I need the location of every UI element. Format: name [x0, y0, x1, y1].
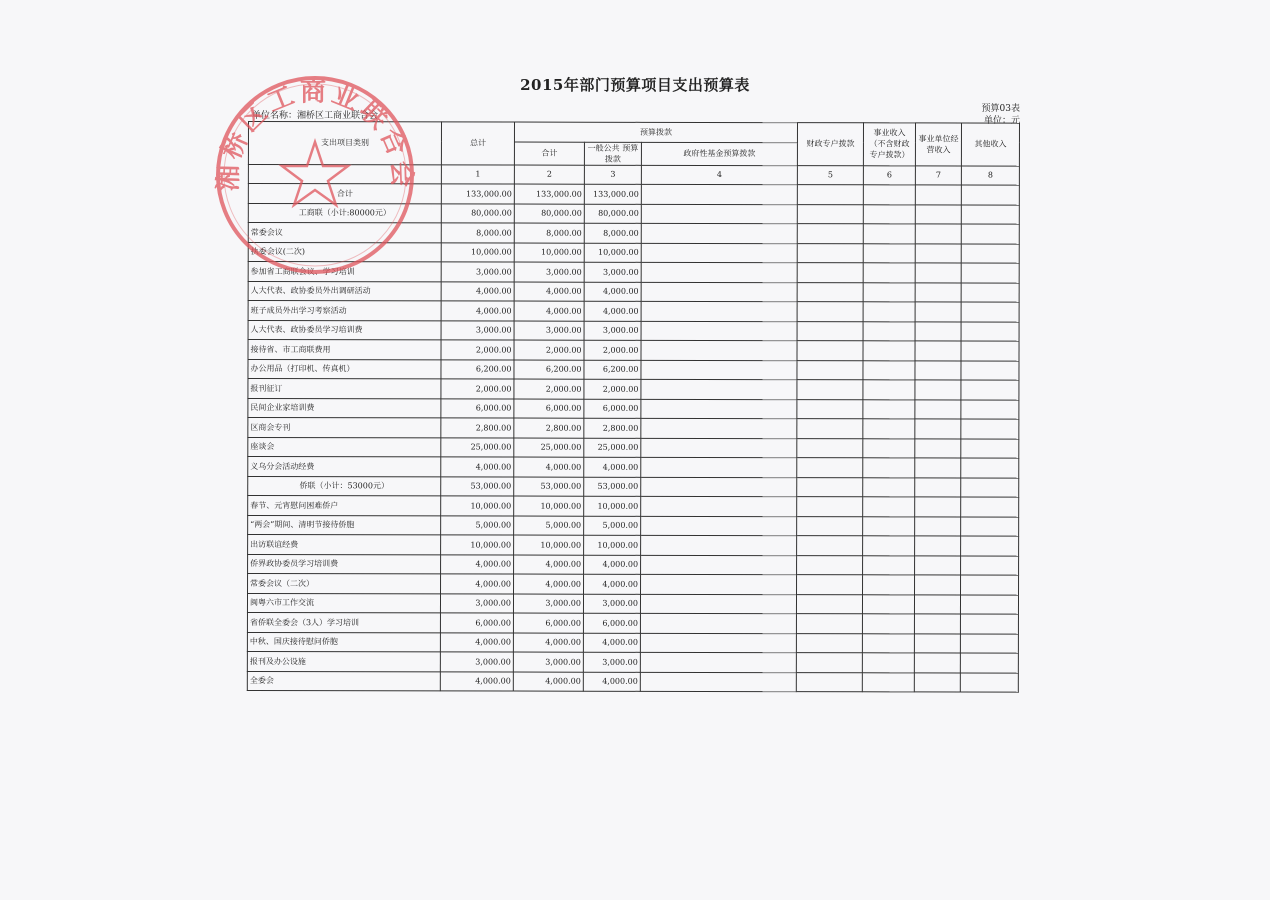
row-business-income-value [862, 672, 914, 692]
table-row [248, 535, 1019, 556]
row-business-income-value [863, 555, 915, 575]
header-business-income: 事业收入（不含财政专户拨款） [863, 123, 915, 166]
row-gov-fund-value [641, 418, 797, 438]
row-fiscal-special-value [797, 555, 863, 575]
row-category-name: 常委会议 [248, 223, 441, 243]
row-total-value: 6,200.00 [441, 359, 514, 379]
row-gov-fund-value [640, 672, 796, 692]
row-business-income-value [863, 185, 915, 205]
table-row [248, 223, 1019, 244]
row-business-income-value [863, 536, 915, 556]
row-general-public-value: 4,000.00 [583, 633, 640, 653]
column-number: 4 [641, 165, 797, 185]
header-other: 其他收入 [961, 123, 1019, 166]
row-category-name: 出访联谊经费 [248, 535, 441, 555]
row-general-public-value: 4,000.00 [584, 574, 641, 594]
table-row [247, 651, 1018, 672]
row-total-value: 4,000.00 [441, 281, 514, 301]
table-header [248, 122, 1019, 186]
row-business-operating-value [915, 419, 961, 439]
row-fiscal-special-value [797, 321, 863, 341]
row-gov-fund-value [641, 379, 797, 399]
row-business-operating-value [915, 438, 961, 458]
row-business-income-value [863, 243, 915, 263]
row-fiscal-special-value [797, 516, 863, 536]
row-subtotal-value: 2,000.00 [514, 379, 584, 399]
row-category-name: 人大代表、政协委员学习培训费 [248, 320, 441, 340]
row-business-income-value [862, 633, 914, 653]
row-category-name: 接待省、市工商联费用 [248, 340, 441, 360]
column-number: 5 [797, 165, 863, 185]
row-other-income-value [960, 594, 1018, 614]
row-total-value: 4,000.00 [440, 671, 513, 691]
column-number-blank [248, 164, 441, 184]
row-general-public-value: 6,200.00 [584, 360, 641, 380]
row-other-income-value [961, 458, 1019, 478]
row-business-operating-value [914, 594, 960, 614]
row-category-name: 民间企业家培训费 [248, 398, 441, 418]
row-gov-fund-value [641, 438, 797, 458]
table-row [248, 437, 1019, 458]
row-other-income-value [961, 321, 1019, 341]
row-business-operating-value [915, 321, 961, 341]
header-business-operating: 事业单位经营收入 [915, 123, 961, 166]
row-general-public-value: 10,000.00 [584, 496, 641, 516]
row-general-public-value: 2,800.00 [584, 418, 641, 438]
row-fiscal-special-value [796, 672, 862, 692]
row-fiscal-special-value [797, 497, 863, 517]
row-fiscal-special-value [796, 594, 862, 614]
row-category-name: 合计 [248, 184, 441, 204]
row-general-public-value: 3,000.00 [583, 652, 640, 672]
table-row [247, 671, 1018, 692]
row-total-value: 80,000.00 [441, 203, 514, 223]
row-fiscal-special-value [796, 653, 862, 673]
row-fiscal-special-value [797, 477, 863, 497]
row-general-public-value: 53,000.00 [584, 477, 641, 497]
header-subtotal: 合计 [514, 142, 584, 165]
row-business-operating-value [915, 224, 961, 244]
row-total-value: 3,000.00 [440, 652, 513, 672]
row-fiscal-special-value [797, 224, 863, 244]
row-other-income-value [961, 302, 1019, 322]
row-fiscal-special-value [797, 243, 863, 263]
row-other-income-value [961, 399, 1019, 419]
row-business-income-value [863, 438, 915, 458]
row-business-operating-value [914, 633, 960, 653]
row-category-name: 人大代表、政协委员外出调研活动 [248, 281, 441, 301]
row-other-income-value [961, 380, 1019, 400]
row-business-operating-value [915, 497, 961, 517]
row-fiscal-special-value [797, 419, 863, 439]
form-number: 预算03表 [981, 104, 1020, 114]
column-number: 7 [915, 165, 961, 185]
row-gov-fund-value [641, 457, 797, 477]
row-other-income-value [960, 653, 1018, 673]
row-subtotal-value: 4,000.00 [513, 633, 583, 653]
row-category-name: 常委会议（二次） [248, 574, 441, 594]
row-subtotal-value: 4,000.00 [514, 457, 584, 477]
row-business-income-value [862, 653, 914, 673]
row-business-income-value [863, 282, 915, 302]
row-subtotal-value: 2,000.00 [514, 340, 584, 360]
row-gov-fund-value [641, 399, 797, 419]
table-row [247, 612, 1018, 633]
row-business-income-value [863, 204, 915, 224]
row-general-public-value: 4,000.00 [583, 672, 640, 692]
table-row [247, 632, 1018, 653]
row-business-operating-value [915, 263, 961, 283]
table-row [248, 398, 1019, 419]
row-total-value: 133,000.00 [441, 184, 514, 204]
row-gov-fund-value [641, 282, 797, 302]
row-other-income-value [961, 360, 1019, 380]
row-fiscal-special-value [797, 438, 863, 458]
row-general-public-value: 6,000.00 [584, 399, 641, 419]
row-subtotal-value: 4,000.00 [514, 555, 584, 575]
seal-text: 湘桥区工商业联合会 [213, 77, 417, 192]
column-number: 6 [863, 165, 915, 185]
table-body [247, 184, 1019, 693]
row-business-income-value [863, 575, 915, 595]
row-business-operating-value [915, 458, 961, 478]
row-gov-fund-value [641, 204, 797, 224]
row-other-income-value [961, 282, 1019, 302]
header-total: 总计 [441, 122, 514, 165]
row-business-income-value [863, 360, 915, 380]
row-fiscal-special-value [797, 536, 863, 556]
row-total-value: 4,000.00 [441, 301, 514, 321]
row-other-income-value [961, 555, 1019, 575]
table-row [248, 554, 1019, 575]
row-business-operating-value [915, 536, 961, 556]
row-subtotal-value: 6,000.00 [514, 399, 584, 419]
table-row [248, 281, 1019, 302]
row-total-value: 3,000.00 [441, 262, 514, 282]
row-gov-fund-value [641, 555, 797, 575]
row-fiscal-special-value [797, 575, 863, 595]
row-business-income-value [863, 516, 915, 536]
row-fiscal-special-value [797, 204, 863, 224]
row-total-value: 2,000.00 [441, 340, 514, 360]
row-business-income-value [862, 614, 914, 634]
row-business-operating-value [914, 672, 960, 692]
row-category-name: “两会”期间、清明节接待侨胞 [248, 515, 441, 535]
row-other-income-value [961, 419, 1019, 439]
row-other-income-value [961, 263, 1019, 283]
row-category-name: 座谈会 [248, 437, 441, 457]
organization-name: 单位名称：湘桥区工商业联合会 [252, 111, 379, 121]
row-fiscal-special-value [797, 341, 863, 361]
row-business-income-value [863, 399, 915, 419]
row-general-public-value: 3,000.00 [584, 262, 641, 282]
row-gov-fund-value [640, 594, 796, 614]
row-business-operating-value [915, 380, 961, 400]
row-category-name: 区商会专刊 [248, 418, 441, 438]
row-total-value: 4,000.00 [441, 554, 514, 574]
row-gov-fund-value [641, 574, 797, 594]
row-business-operating-value [915, 302, 961, 322]
row-total-value: 2,000.00 [441, 379, 514, 399]
row-total-value: 6,000.00 [440, 613, 513, 633]
row-other-income-value [960, 672, 1018, 692]
row-business-operating-value [915, 282, 961, 302]
row-category-name: 办公用品（打印机、传真机） [248, 359, 441, 379]
row-gov-fund-value [641, 301, 797, 321]
row-fiscal-special-value [796, 633, 862, 653]
table-row [248, 379, 1019, 400]
header-budget-group: 预算拨款 [514, 122, 797, 142]
row-category-name: 报刊及办公设施 [247, 651, 440, 671]
row-business-operating-value [915, 516, 961, 536]
row-business-income-value [862, 594, 914, 614]
row-category-name: 工商联（小计:80000元） [248, 203, 441, 223]
row-subtotal-value: 80,000.00 [514, 204, 584, 224]
row-other-income-value [961, 575, 1019, 595]
row-subtotal-value: 53,000.00 [514, 477, 584, 497]
row-gov-fund-value [641, 360, 797, 380]
row-category-name: 参加省工商联会议、学习培训 [248, 262, 441, 282]
row-category-name: 春节、元宵慰问困难侨户 [248, 496, 441, 516]
row-total-value: 6,000.00 [441, 398, 514, 418]
row-subtotal-value: 5,000.00 [514, 516, 584, 536]
row-general-public-value: 2,000.00 [584, 340, 641, 360]
row-gov-fund-value [641, 184, 797, 204]
table-row [247, 593, 1018, 614]
row-general-public-value: 10,000.00 [584, 243, 641, 263]
row-category-name: 中秋、国庆接待慰问侨胞 [247, 632, 440, 652]
row-fiscal-special-value [797, 360, 863, 380]
row-other-income-value [960, 614, 1018, 634]
row-gov-fund-value [640, 633, 796, 653]
row-subtotal-value: 6,000.00 [513, 613, 583, 633]
row-general-public-value: 133,000.00 [584, 184, 641, 204]
column-number: 1 [441, 164, 514, 184]
row-total-value: 4,000.00 [441, 457, 514, 477]
table-row [248, 515, 1019, 536]
column-number: 2 [514, 165, 584, 185]
row-subtotal-value: 25,000.00 [514, 438, 584, 458]
row-subtotal-value: 133,000.00 [514, 184, 584, 204]
row-category-name: 省侨联全委会（3人）学习培训 [247, 612, 440, 632]
row-total-value: 2,800.00 [441, 418, 514, 438]
row-subtotal-value: 3,000.00 [514, 321, 584, 341]
row-business-income-value [863, 302, 915, 322]
column-number: 8 [961, 165, 1019, 185]
row-gov-fund-value [641, 496, 797, 516]
row-total-value: 3,000.00 [441, 320, 514, 340]
row-general-public-value: 5,000.00 [584, 516, 641, 536]
row-business-income-value [863, 419, 915, 439]
row-business-operating-value [915, 555, 961, 575]
row-category-name: 班子成员外出学习考察活动 [248, 301, 441, 321]
row-fiscal-special-value [797, 302, 863, 322]
row-category-name: 全委会 [247, 671, 440, 691]
column-number-row [248, 164, 1019, 185]
row-fiscal-special-value [797, 263, 863, 283]
table-row [248, 320, 1019, 341]
row-subtotal-value: 3,000.00 [514, 262, 584, 282]
table-row [248, 359, 1019, 380]
row-subtotal-value: 3,000.00 [513, 594, 583, 614]
row-gov-fund-value [641, 223, 797, 243]
table-row [248, 496, 1019, 517]
row-business-income-value [863, 341, 915, 361]
row-fiscal-special-value [797, 380, 863, 400]
row-subtotal-value: 4,000.00 [514, 301, 584, 321]
header-category: 支出项目类别 [248, 122, 441, 165]
row-general-public-value: 2,000.00 [584, 379, 641, 399]
table-row [248, 203, 1019, 224]
row-total-value: 5,000.00 [441, 515, 514, 535]
row-other-income-value [961, 224, 1019, 244]
row-general-public-value: 25,000.00 [584, 438, 641, 458]
row-business-operating-value [915, 341, 961, 361]
row-gov-fund-value [641, 516, 797, 536]
table-row [248, 184, 1019, 205]
row-total-value: 10,000.00 [441, 496, 514, 516]
row-subtotal-value: 10,000.00 [514, 535, 584, 555]
row-other-income-value [961, 497, 1019, 517]
row-business-operating-value [914, 614, 960, 634]
row-business-income-value [863, 497, 915, 517]
row-business-income-value [863, 224, 915, 244]
row-other-income-value [961, 185, 1019, 205]
row-business-income-value [863, 263, 915, 283]
row-subtotal-value: 6,200.00 [514, 360, 584, 380]
row-other-income-value [961, 243, 1019, 263]
row-subtotal-value: 10,000.00 [514, 496, 584, 516]
row-business-operating-value [915, 477, 961, 497]
row-fiscal-special-value [797, 458, 863, 478]
row-general-public-value: 3,000.00 [584, 321, 641, 341]
row-business-operating-value [915, 399, 961, 419]
currency-unit: 单位：元 [983, 116, 1020, 126]
row-subtotal-value: 4,000.00 [514, 282, 584, 302]
column-number: 3 [584, 165, 641, 185]
row-other-income-value [961, 438, 1019, 458]
row-other-income-value [961, 477, 1019, 497]
row-business-income-value [863, 321, 915, 341]
row-total-value: 53,000.00 [441, 476, 514, 496]
row-business-operating-value [915, 575, 961, 595]
row-gov-fund-value [641, 477, 797, 497]
row-business-income-value [863, 477, 915, 497]
table-row [248, 418, 1019, 439]
row-general-public-value: 10,000.00 [584, 535, 641, 555]
row-general-public-value: 8,000.00 [584, 223, 641, 243]
row-category-name: 侨联（小计：53000元） [248, 476, 441, 496]
table-row [248, 340, 1019, 361]
row-other-income-value [961, 204, 1019, 224]
row-general-public-value: 6,000.00 [583, 613, 640, 633]
row-total-value: 4,000.00 [440, 632, 513, 652]
table-row [248, 262, 1019, 283]
row-category-name: 义乌分会活动经费 [248, 457, 441, 477]
header-fiscal-special: 财政专户拨款 [797, 123, 863, 166]
row-other-income-value [960, 633, 1018, 653]
table-row [248, 574, 1019, 595]
row-fiscal-special-value [797, 185, 863, 205]
row-total-value: 8,000.00 [441, 223, 514, 243]
row-subtotal-value: 10,000.00 [514, 243, 584, 263]
header-gov-fund: 政府性基金预算拨款 [641, 142, 797, 165]
table-row [248, 457, 1019, 478]
row-business-income-value [863, 380, 915, 400]
row-general-public-value: 4,000.00 [584, 555, 641, 575]
row-general-public-value: 3,000.00 [583, 594, 640, 614]
row-total-value: 3,000.00 [440, 593, 513, 613]
row-total-value: 25,000.00 [441, 437, 514, 457]
row-business-operating-value [915, 360, 961, 380]
row-subtotal-value: 8,000.00 [514, 223, 584, 243]
row-gov-fund-value [641, 262, 797, 282]
row-business-operating-value [915, 243, 961, 263]
row-category-name: 侨界政协委员学习培训费 [248, 554, 441, 574]
row-other-income-value [961, 341, 1019, 361]
header-general-public: 一般公共 预算拨款 [584, 142, 641, 165]
row-business-operating-value [914, 653, 960, 673]
row-gov-fund-value [640, 613, 796, 633]
table-row [248, 476, 1019, 497]
row-fiscal-special-value [796, 614, 862, 634]
row-fiscal-special-value [797, 399, 863, 419]
row-other-income-value [961, 516, 1019, 536]
row-general-public-value: 4,000.00 [584, 457, 641, 477]
row-subtotal-value: 3,000.00 [513, 652, 583, 672]
row-total-value: 10,000.00 [441, 242, 514, 262]
row-category-name: 执委会议(二次) [248, 242, 441, 262]
row-gov-fund-value [641, 243, 797, 263]
row-total-value: 10,000.00 [441, 535, 514, 555]
row-general-public-value: 4,000.00 [584, 301, 641, 321]
row-general-public-value: 80,000.00 [584, 204, 641, 224]
row-total-value: 4,000.00 [441, 574, 514, 594]
budget-table [247, 121, 1020, 693]
row-subtotal-value: 2,800.00 [514, 418, 584, 438]
row-gov-fund-value [641, 535, 797, 555]
row-gov-fund-value [641, 321, 797, 341]
row-fiscal-special-value [797, 282, 863, 302]
row-subtotal-value: 4,000.00 [513, 672, 583, 692]
row-business-operating-value [915, 204, 961, 224]
table-row [248, 242, 1019, 263]
row-business-operating-value [915, 185, 961, 205]
table-row [248, 301, 1019, 322]
row-subtotal-value: 4,000.00 [514, 574, 584, 594]
row-category-name: 报刊征订 [248, 379, 441, 399]
row-other-income-value [961, 536, 1019, 556]
row-gov-fund-value [641, 340, 797, 360]
document-title: 2015年部门预算项目支出预算表 [520, 76, 750, 94]
row-business-income-value [863, 458, 915, 478]
row-general-public-value: 4,000.00 [584, 282, 641, 302]
row-category-name: 闽粤六市工作交流 [247, 593, 440, 613]
row-gov-fund-value [640, 652, 796, 672]
